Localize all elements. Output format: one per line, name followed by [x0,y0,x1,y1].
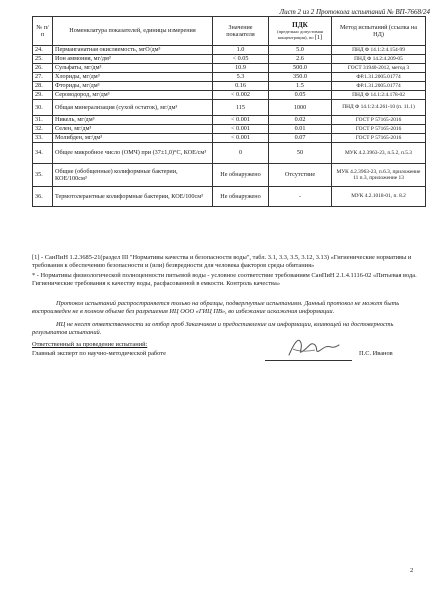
header-pdk-subtitle [271,29,329,41]
footnote-2: * - Нормативы физиологической полноценности питьевой воды - условное соответствие требованиям СанПиН 2.1.4.1116-02 «Питьевая вода. Гигиенические требования к качеству воды, расфасованной в емкости. Контроль качества» [32,271,417,288]
responsible-name: П.С. Иванов [359,350,393,357]
cell-method: ГОСТ 31940-2012, метод 3 [332,64,426,73]
cell-no: 24. [33,46,53,55]
cell-pdk: 1000 [269,100,332,116]
cell-method: ГОСТ Р 57165-2016 [332,134,426,143]
table-row [33,187,426,207]
cell-name: Общее микробное число (ОМЧ) при (37±1,0)°С, КОЕ/см³ [53,143,213,164]
cell-value: < 0.002 [213,91,269,100]
cell-pdk: 5.0 [269,46,332,55]
header-no: № п/п [33,17,53,46]
cell-no: 25. [33,55,53,64]
cell-name: Перманганатная окисляемость, мгО/дм³ [53,46,213,55]
sheet-header: Лист 2 из 2 Протокола испытаний № ВП-7668/24 [279,8,430,16]
footnotes [32,254,425,290]
cell-method: ФР.1.31.2005.01774 [332,82,426,91]
cell-name: Фториды, мг/дм³ [53,82,213,91]
footnote-1: [1] - СанПиН 1.2.3685-21(раздел III "Нормативы качества и безопасности воды", табл. 3.1, 3.3, 3.5, 3.12, 3.13) «Гигиенические нормативы и требования к обеспечению безопасности и (или) безвредности для человека факторов среды обитания» [32,254,412,270]
cell-name: Термотолерантные колиформные бактерии, КОЕ/100см³ [53,187,213,207]
protocol-notes [32,300,425,342]
cell-value: Не обнаружено [213,164,269,187]
table-row [33,91,426,100]
cell-name: Ион аммония, мг/дм³ [53,55,213,64]
cell-name: Общая минерализация (сухой остаток), мг/дм³ [53,100,213,116]
cell-no: 26. [33,64,53,73]
signature-image [285,335,341,359]
page-number: 2 [410,567,414,574]
table-row [33,134,426,143]
cell-no: 35. [33,164,53,187]
cell-no: 33. [33,134,53,143]
cell-pdk: 2.6 [269,55,332,64]
cell-no: 27. [33,73,53,82]
header-pdk [269,17,332,46]
protocol-note-2: ИЦ не несет ответственности за отбор проб Заказчиком и предоставление им информации, влияющей на достоверность результатов испытаний. [32,320,394,337]
cell-method: ПНД Ф 14.1:2:4.261-10 (п. 11.1) [332,100,426,116]
header-pdk-subtitle-text: (предельно допустимая концентрация), по [277,29,323,41]
cell-value: 1.0 [213,46,269,55]
cell-name: Молибден, мг/дм³ [53,134,213,143]
cell-pdk: 0.02 [269,116,332,125]
cell-method: МУК 4.2.1018-01, п. 8.2 [332,187,426,207]
cell-value: < 0.001 [213,116,269,125]
cell-no: 32. [33,125,53,134]
cell-pdk: 500.0 [269,64,332,73]
table-row [33,82,426,91]
cell-pdk: 1.5 [269,82,332,91]
table-header-row [33,17,426,46]
protocol-note-1: Протокол испытаний распространяется только на образцы, подвергнутые испытаниям. Данный протокол не может быть воспроизведен не в полном объеме без разрешения ИЦ ООО «ГИЦ ПВ», во избежание искажения информации. [32,300,400,316]
header-name: Номенклатура показателей, единицы измерения [53,17,213,46]
results-table [32,16,426,207]
header-method: Метод испытаний (ссылка на НД) [332,17,426,46]
cell-no: 30. [33,100,53,116]
cell-method: МУК 4.2.3963-23, п.5.2, п.5.3 [332,143,426,164]
cell-name: Никель, мг/дм³ [53,116,213,125]
cell-pdk: 0.01 [269,125,332,134]
table-row [33,46,426,55]
cell-name: Сероводород, мг/дм³ [53,91,213,100]
table-row [33,125,426,134]
cell-method: ПНД Ф 14.1:2:4.178-02 [332,91,426,100]
table-row [33,55,426,64]
cell-value: 115 [213,100,269,116]
cell-method: ГОСТ Р 57165-2016 [332,116,426,125]
cell-no: 29. [33,91,53,100]
table-row [33,143,426,164]
cell-name: Общие (обобщенные) колиформные бактерии, КОЕ/100см³ [53,164,213,187]
responsible-role: Главный эксперт по научно-методической работе [32,349,166,357]
responsible-block [32,341,425,358]
table-row [33,73,426,82]
cell-value: < 0.05 [213,55,269,64]
cell-value: 5.3 [213,73,269,82]
cell-method: ПНД Ф 14.2:4.209-05 [332,55,426,64]
cell-pdk: 0.07 [269,134,332,143]
cell-method: ФР.1.31.2005.01774 [332,73,426,82]
header-pdk-ref: [1] [314,34,323,42]
cell-pdk: 0.05 [269,91,332,100]
cell-value: < 0.001 [213,125,269,134]
cell-pdk: 50 [269,143,332,164]
cell-no: 34. [33,143,53,164]
cell-no: 31. [33,116,53,125]
header-value: Значение показателя [213,17,269,46]
cell-value: 0.16 [213,82,269,91]
cell-value: 0 [213,143,269,164]
cell-value: 10.9 [213,64,269,73]
cell-pdk: - [269,187,332,207]
cell-name: Сульфаты, мг/дм³ [53,64,213,73]
cell-name: Селен, мг/дм³ [53,125,213,134]
cell-value: Не обнаружено [213,187,269,207]
responsible-title: Ответственный за проведение испытаний: [32,341,148,348]
cell-method: МУК 4.2.3963-23, п.6.3, приложение 11 п.3, приложение 13 [332,164,426,187]
cell-pdk: 350.0 [269,73,332,82]
cell-name: Хлориды, мг/дм³ [53,73,213,82]
table-row [33,116,426,125]
cell-no: 28. [33,82,53,91]
cell-method: ГОСТ Р 57165-2016 [332,125,426,134]
table-row [33,100,426,116]
table-row [33,64,426,73]
cell-method: ПНД Ф 14.1:2:4.154-99 [332,46,426,55]
cell-pdk: Отсутствие [269,164,332,187]
cell-no: 36. [33,187,53,207]
cell-value: < 0.001 [213,134,269,143]
header-pdk-title: ПДК [292,20,308,29]
table-row [33,164,426,187]
